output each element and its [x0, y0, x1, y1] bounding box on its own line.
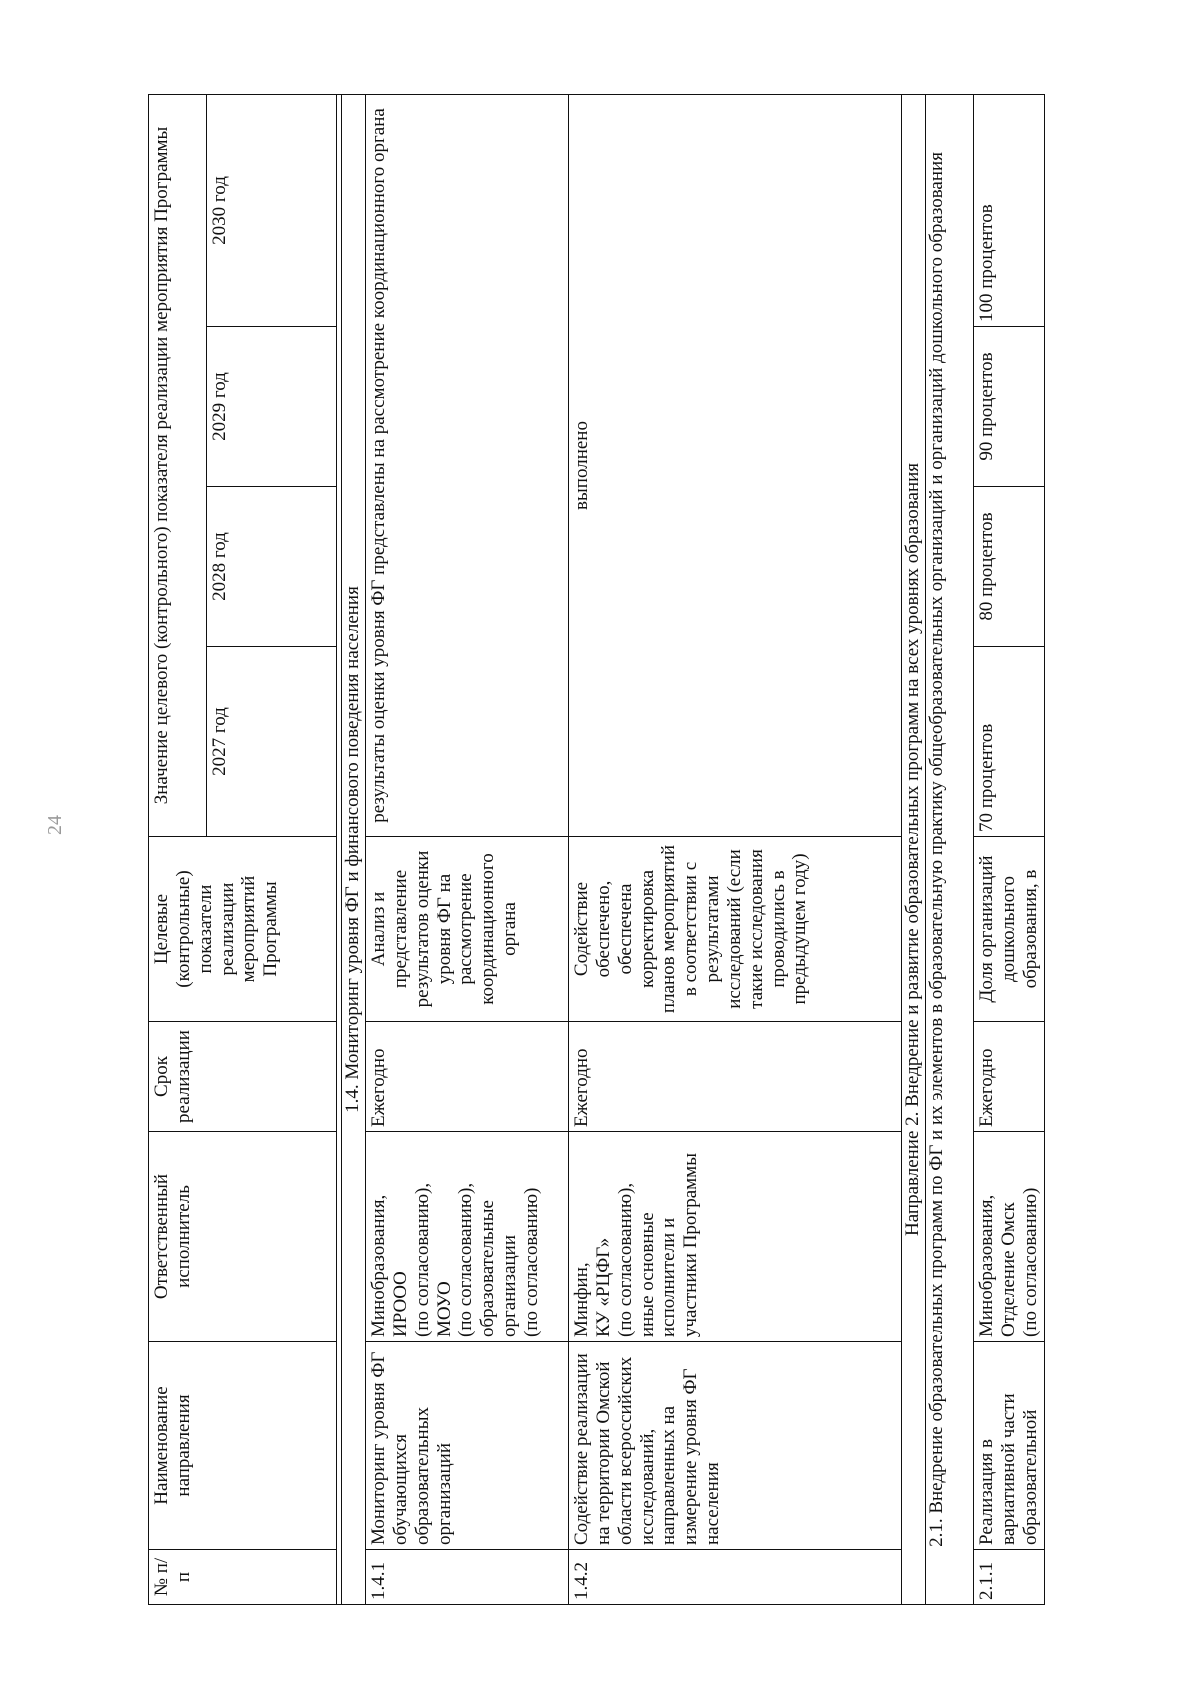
row-2-1-1-name: Реализация в вариативной части образовательной	[974, 1342, 1045, 1550]
header-values-group: Значение целевого (контрольного) показателя реализации мероприятия Программы	[149, 94, 207, 836]
row-2-1-1-term: Ежегодно	[974, 1022, 1045, 1132]
row-1-4-2-executor: Минфин, КУ «РЦФГ» (по согласованию), иные основные исполнители и участники Программы	[569, 1132, 902, 1342]
row-1-4-2-term: Ежегодно	[569, 1022, 902, 1132]
row-2-1-1-value-2030: 100 процентов	[974, 94, 1045, 326]
row-1-4-2-name: Содействие реализации на территории Омской области всероссийских исследований, направленных на измерение уровня ФГ населения	[569, 1342, 902, 1550]
section-1-4-title: 1.4. Мониторинг уровня ФГ и финансового поведения населения	[342, 94, 366, 1604]
row-1-4-1-indicator: Анализ и представление результатов оценки уровня ФГ на рассмотрение координационного органа	[366, 837, 569, 1022]
header-num: № п/п	[149, 1550, 337, 1605]
row-1-4-1-name: Мониторинг уровня ФГ обучающихся образовательных организаций	[366, 1342, 569, 1550]
header-indicators: Целевые (контрольные) показатели реализации мероприятий Программы	[149, 837, 337, 1022]
row-2-1-1-executor: Минобразования, Отделение Омск (по согласованию)	[974, 1132, 1045, 1342]
program-table	[148, 94, 1045, 1605]
section-2-1-title: 2.1. Внедрение образовательных программ по ФГ и их элементов в образовательную практику общеобразовательных организаций и организаций дошкольного образования	[926, 94, 974, 1604]
row-1-4-2-indicator: Содействие обеспечено, обеспечена корректировка планов мероприятий в соответствии с результатами исследований (если такие исследования проводились в предыдущем году)	[569, 837, 902, 1022]
row-2-1-1-value-2029: 90 процентов	[974, 327, 1045, 487]
row-2-1-1-indicator: Доля организаций дошкольного образования, в	[974, 837, 1045, 1022]
page-number: 24	[44, 815, 66, 835]
row-1-4-1-value: результаты оценки уровня ФГ представлены на рассмотрение координационного органа	[366, 94, 569, 836]
header-year-2029: 2029 год	[207, 327, 337, 487]
row-1-4-1-executor: Минобразования, ИРООО (по согласованию), МОУО (по согласованию), образовательные организации (по согласованию)	[366, 1132, 569, 1342]
header-year-2028: 2028 год	[207, 487, 337, 647]
row-2-1-1-num: 2.1.1	[974, 1550, 1045, 1605]
row-1-4-2-value: выполнено	[569, 94, 902, 836]
header-name: Наименование направления	[149, 1342, 337, 1550]
header-term: Срок реализации	[149, 1022, 337, 1132]
row-1-4-1-num: 1.4.1	[366, 1550, 569, 1605]
direction-2-title: Направление 2. Внедрение и развитие образовательных программ на всех уровнях образования	[902, 94, 926, 1604]
rotated-page-content	[148, 95, 1041, 1605]
header-year-2030: 2030 год	[207, 94, 337, 326]
header-year-2027: 2027 год	[207, 647, 337, 837]
header-executor: Ответственный исполнитель	[149, 1132, 337, 1342]
row-2-1-1-value-2027: 70 процентов	[974, 647, 1045, 837]
row-1-4-1-term: Ежегодно	[366, 1022, 569, 1132]
row-1-4-2-num: 1.4.2	[569, 1550, 902, 1605]
row-2-1-1-value-2028: 80 процентов	[974, 487, 1045, 647]
